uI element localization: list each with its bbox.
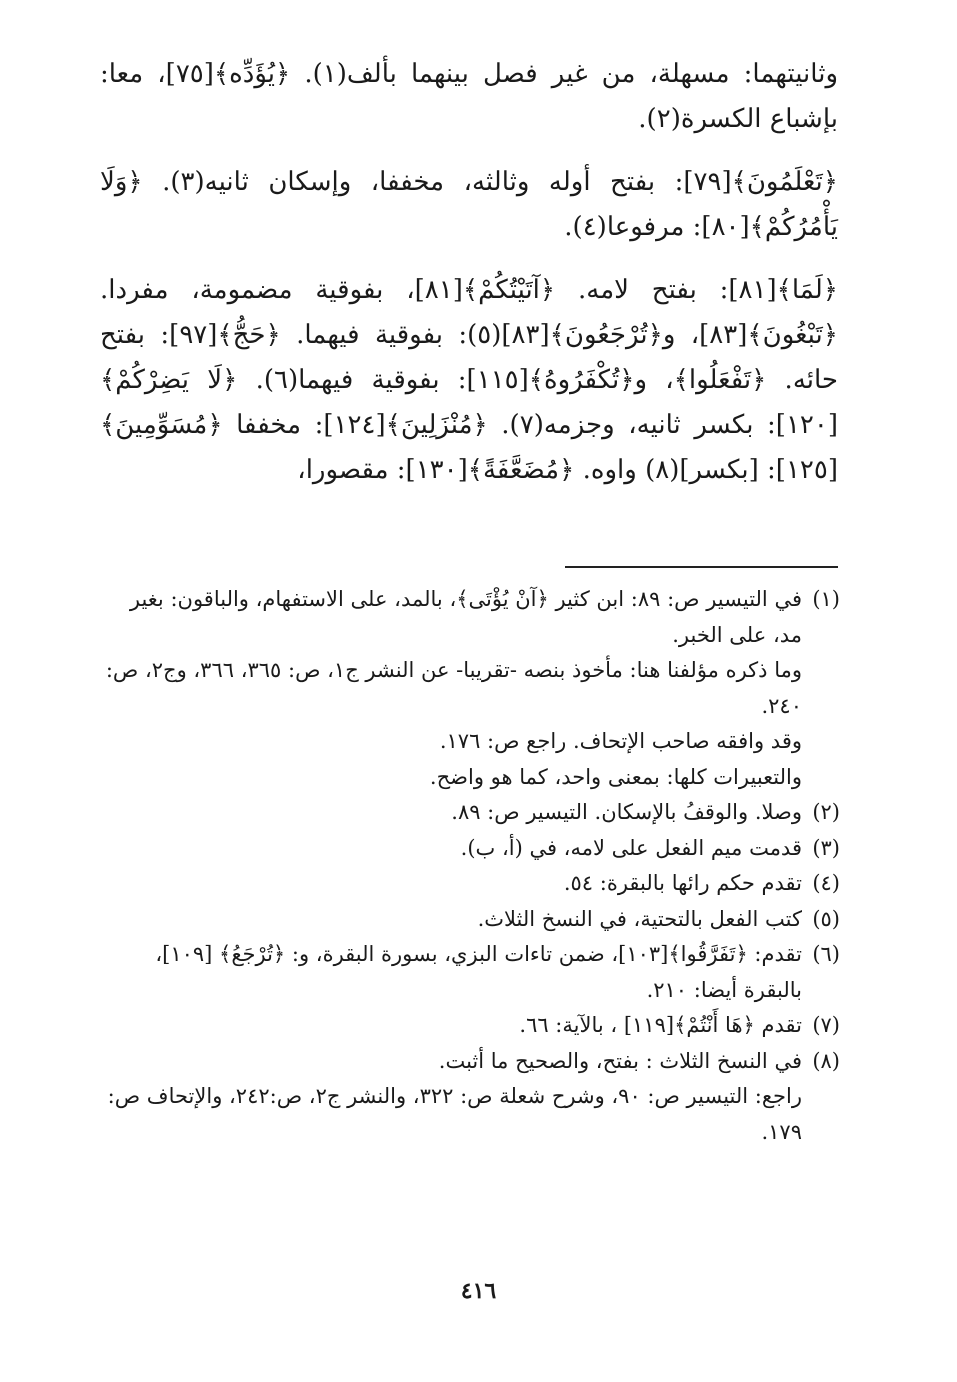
main-text — [100, 52, 838, 493]
footnote-number: (٢) — [812, 800, 840, 824]
footnote-number: (٤) — [812, 871, 840, 895]
footnote-text: في النسخ الثلاث : بفتح، والصحيح ما أثبت. — [438, 1048, 802, 1073]
footnote-number: (٨) — [812, 1048, 840, 1073]
footnote-continuation — [100, 760, 840, 796]
page-number: ٤١٦ — [460, 1278, 497, 1304]
footnote — [100, 582, 840, 653]
footnote-text: في التيسير ص: ٨٩: ابن كثير ﴿آنْ يُؤْتَى﴾، بالمد، على الاستفهام، والباقون: بغير مد، على الخبر. — [129, 587, 802, 647]
main-paragraph: وثانيتهما: مسهلة، من غير فصل بينهما بألف(١). ﴿يُؤَدِّه﴾[٧٥]، معا: بإشباع الكسرة(٢). — [100, 59, 839, 134]
footnote-continuation — [100, 1079, 840, 1150]
footnote-text: وصلا. والوقفُ بالإسكان. التيسير ص: ٨٩. — [451, 800, 802, 824]
footnote-text: وقد وافقه صاحب الإتحاف. راجع ص: ١٧٦. — [439, 729, 802, 753]
footnote-text: والتعبيرات كلها: بمعنى واحد، كما هو واضح. — [429, 764, 802, 789]
footnote-number: (٣) — [812, 835, 840, 860]
footnote — [100, 831, 840, 867]
footnote-number: (٧) — [812, 1013, 840, 1037]
footnote-text: تقدم ﴿هَا أَنْتُمْ﴾[١١٩] ، بالآية: ٦٦. — [519, 1013, 802, 1037]
footnote — [100, 937, 840, 1008]
footnote-number: (٥) — [812, 906, 840, 931]
footnote-text: تقدم: ﴿تَفَرَّقُوا﴾[١٠٣]، ضمن تاءات البزي، بسورة البقرة، و: ﴿تُرْجَعُ﴾ [١٠٩]، بالبقرة أيضا: ٢١٠. — [155, 942, 802, 1002]
footnote-number: (٦) — [812, 942, 840, 966]
footnote — [100, 795, 840, 831]
footnote — [100, 902, 840, 938]
footnote — [100, 866, 840, 902]
footnote-text: قدمت ميم الفعل على لامه، في (أ، ب). — [460, 835, 802, 860]
footnote-separator — [565, 566, 838, 568]
footnote-number: (١) — [812, 587, 840, 611]
footnote — [100, 1044, 840, 1080]
main-paragraph: ﴿لَمَا﴾[٨١]: بفتح لامه. ﴿آتَيْتُكُمْ﴾[٨١]، بفوقية مضمومة، مفردا. ﴿تَبْغُونَ﴾[٨٣]، و﴿تُرْجَعُونَ﴾[٨٣](٥): بفوقية فيهما. ﴿حَجُّ﴾[٩٧]: بفتح حائه. ﴿تَفْعَلُوا﴾، و﴿تُكْفَرُوهُ﴾[١١٥]: بفوقية فيهما(٦). ﴿لَا يَضِرْكُمْ﴾[١٢٠]: بكسر ثانيه، وجزمه(٧). ﴿مُنْزَلِينَ﴾[١٢٤]: مخففا ﴿مُسَوِّمِينَ﴾[١٢٥]: [بكسر](٨) واوه. ﴿مُضَعَّفَةً﴾[١٣٠]: مقصورا، — [100, 275, 839, 485]
footnote-continuation — [100, 724, 840, 760]
footnote — [100, 1008, 840, 1044]
footnote-continuation — [100, 653, 840, 724]
main-paragraph: ﴿تَعْلَمُونَ﴾[٧٩]: بفتح أوله وثالثه، مخففا، وإسكان ثانيه(٣). ﴿وَلَا يَأْمُرُكُمْ﴾[٨٠]: مرفوعا(٤). — [100, 167, 838, 242]
footnote-text: وما ذكره مؤلفنا هنا: مأخوذ بنصه -تقريبا- عن النشر ج١، ص: ٣٦٥، ٣٦٦، وج٢، ص: ٢٤٠. — [105, 658, 802, 718]
footnote-text: تقدم حكم رائها بالبقرة: ٥٤. — [563, 871, 802, 895]
footnote-text: راجع: التيسير ص: ٩٠، وشرح شعلة ص: ٣٢٢، والنشر ج٢، ص:٢٤٢، والإتحاف ص: ١٧٩. — [107, 1084, 802, 1144]
footnote-text: كتب الفعل بالتحتية، في النسخ الثلاث. — [477, 906, 802, 931]
footnotes — [100, 582, 840, 1150]
